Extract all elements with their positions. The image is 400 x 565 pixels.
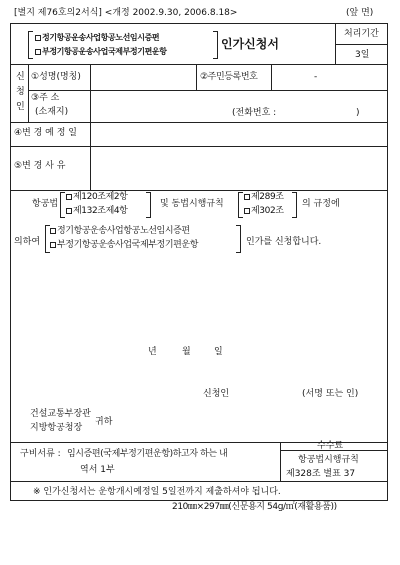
applicant-side-label-2: 청: [16, 87, 25, 97]
processing-mid-rule: [335, 44, 388, 45]
change-reason-field[interactable]: [95, 150, 380, 186]
change-label-divider: [90, 122, 91, 190]
title-option-1-checkbox[interactable]: [35, 35, 41, 41]
law-option-1[interactable]: 제120조제2항: [66, 192, 127, 203]
address-label: ③주 소: [31, 93, 60, 103]
processing-label: 처리기간: [344, 29, 379, 39]
title-bracket-left: [28, 31, 33, 59]
rrn-left-divider: [196, 64, 197, 90]
phone-label[interactable]: (전화번호 :: [232, 108, 277, 118]
recipient-suffix: 귀하: [95, 417, 113, 427]
processing-value: 3일: [355, 50, 370, 60]
applicant-label-divider: [90, 64, 91, 122]
change-date-rule: [10, 146, 388, 147]
title-option-2[interactable]: 부정기항공운송사업국제부정기편운항: [35, 46, 167, 57]
fee-divider: [280, 442, 281, 481]
documents-text-1: 임시증편(국제부정기편운항)하고자 하는 내: [67, 449, 228, 459]
phone-close: ): [356, 108, 360, 118]
service-option-1[interactable]: 정기항공운송사업항공노선임시증편: [50, 226, 190, 237]
title-option-1[interactable]: 정기항공운송사업항공노선임시증편: [35, 32, 159, 43]
submission-notice: ※ 인가신청서는 운항개시예정일 5일전까지 제출하셔야 됩니다.: [33, 487, 281, 497]
rule-option-2[interactable]: 제302조: [244, 206, 284, 217]
address-sublabel: (소재지): [35, 107, 69, 117]
applicant-side-label-1: 신: [16, 72, 25, 82]
signature-applicant-label: 신청인: [203, 389, 230, 399]
applicant-row-rule: [28, 90, 388, 91]
service-option-2[interactable]: 부정기항공운송사업국제부정기편운항: [50, 240, 198, 251]
rule-bracket-right: [292, 192, 297, 218]
service-bracket-right: [236, 225, 241, 253]
rule-bracket-left: [238, 192, 243, 218]
law-prefix: 항공법: [32, 199, 59, 209]
rrn-label: ②주민등록번호: [200, 72, 258, 82]
form-title: 인가신청서: [221, 37, 279, 51]
statement-line2-suffix: 인가를 신청합니다.: [246, 237, 322, 247]
change-date-label: ④변 경 예 정 일: [14, 128, 77, 138]
law-middle-text: 및 동법시행규칙: [160, 199, 224, 209]
title-bracket-right: [213, 31, 218, 59]
address-field[interactable]: [95, 93, 380, 119]
statement-line2-prefix: 의하여: [14, 237, 41, 247]
recipient-line-2: 지방항공청장: [30, 423, 83, 433]
name-field[interactable]: [95, 72, 191, 83]
documents-label: 구비서류 :: [20, 449, 61, 459]
date-day[interactable]: 일: [214, 347, 223, 357]
applicant-side-label-3: 인: [16, 102, 25, 112]
rule-option-2-checkbox[interactable]: [244, 208, 250, 214]
name-label: ①성명(명칭): [31, 72, 81, 82]
fee-line-2: 제328조 별표 37: [286, 469, 356, 479]
rrn-label-divider: [271, 64, 272, 90]
rule-option-1[interactable]: 제289조: [244, 192, 284, 203]
law-bracket-left: [60, 192, 65, 218]
title-bottom-rule: [10, 64, 388, 65]
rule-suffix: 의 규정에: [302, 199, 340, 209]
law-option-1-checkbox[interactable]: [66, 194, 72, 200]
service-option-2-checkbox[interactable]: [50, 242, 56, 248]
form-reference: [별지 제76호의2서식] <개정 2002.9.30, 2006.8.18>: [14, 8, 238, 18]
signature-hint[interactable]: (서명 또는 인): [302, 389, 359, 399]
title-option-2-checkbox[interactable]: [35, 49, 41, 55]
applicant-bottom-rule: [10, 122, 388, 123]
change-reason-rule: [10, 190, 388, 191]
rrn-field[interactable]: -: [314, 72, 318, 82]
fee-line-1: 항공법시행규칙: [298, 455, 359, 465]
change-reason-label: ⑤변 경 사 유: [14, 161, 66, 171]
change-date-field[interactable]: [95, 125, 380, 141]
fee-label: 수수료: [317, 441, 344, 451]
date-year[interactable]: 년: [148, 347, 157, 357]
paper-spec: 210㎜×297㎜(신문용지 54g/㎡(재활용품)): [172, 502, 337, 512]
service-option-1-checkbox[interactable]: [50, 228, 56, 234]
law-option-2[interactable]: 제132조제4항: [66, 206, 127, 217]
rule-option-1-checkbox[interactable]: [244, 194, 250, 200]
recipient-line-1: 건설교통부장관: [30, 409, 91, 419]
applicant-side-divider: [28, 64, 29, 122]
date-month[interactable]: 월: [182, 347, 191, 357]
documents-text-2: 역서 1부: [80, 465, 115, 475]
page-side-label: (앞 면): [346, 8, 374, 18]
notice-top-rule: [10, 481, 388, 482]
law-bracket-right: [146, 192, 151, 218]
law-option-2-checkbox[interactable]: [66, 208, 72, 214]
